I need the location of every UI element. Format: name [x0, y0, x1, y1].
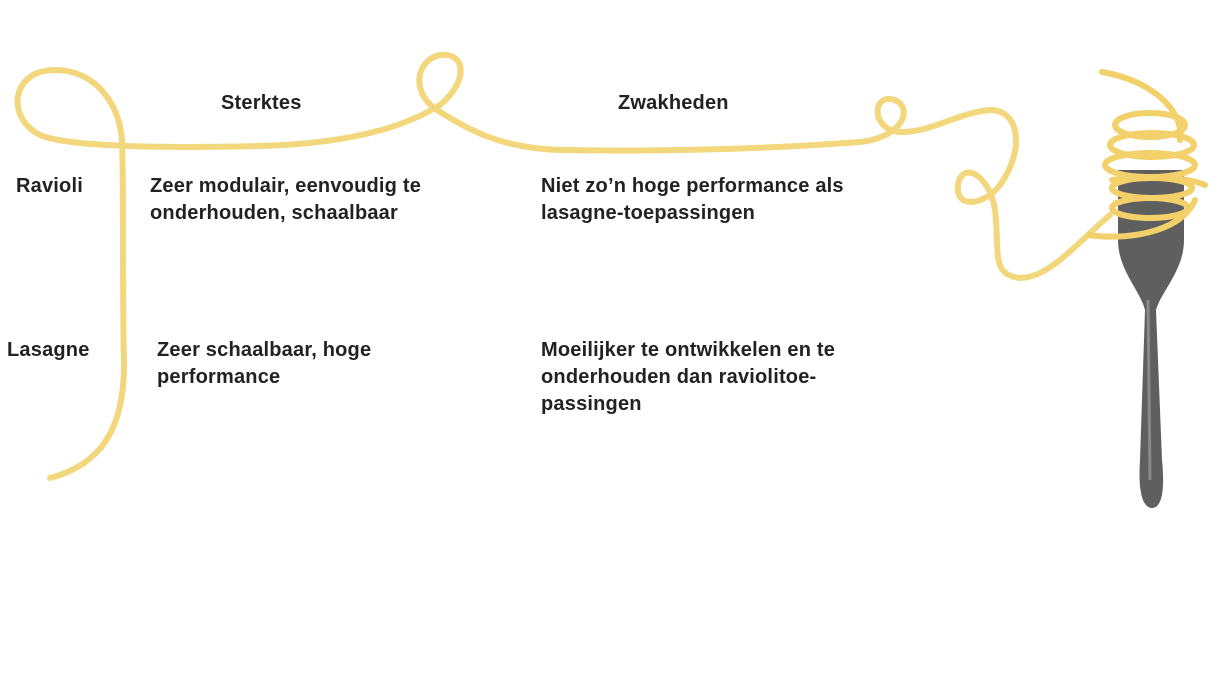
text-line: lasagne-toepassingen: [541, 202, 756, 224]
lasagne-weaknesses: [541, 337, 835, 418]
text-line: Moeilijker te ontwikkelen en te: [541, 339, 836, 361]
lasagne-strengths: [157, 337, 371, 391]
fork-highlight: [1148, 300, 1150, 480]
text-line: onderhouden, schaalbaar: [150, 202, 398, 224]
ravioli-strengths: [150, 173, 421, 227]
text-line: Niet zo’n hoge performance als: [541, 175, 844, 197]
ravioli-weaknesses: [541, 173, 844, 227]
text-line: Zeer schaalbaar, hoge: [157, 339, 372, 361]
text-line: Zeer modulair, eenvoudig te: [150, 175, 422, 197]
header-weaknesses: Zwakheden: [618, 92, 729, 114]
row-label-lasagne: Lasagne: [7, 339, 90, 361]
text-line: onderhouden dan raviolitoe-: [541, 366, 817, 388]
row-label-ravioli: Ravioli: [16, 175, 83, 197]
header-strengths: Sterktes: [221, 92, 302, 114]
text-line: performance: [157, 366, 281, 388]
text-line: passingen: [541, 393, 642, 415]
